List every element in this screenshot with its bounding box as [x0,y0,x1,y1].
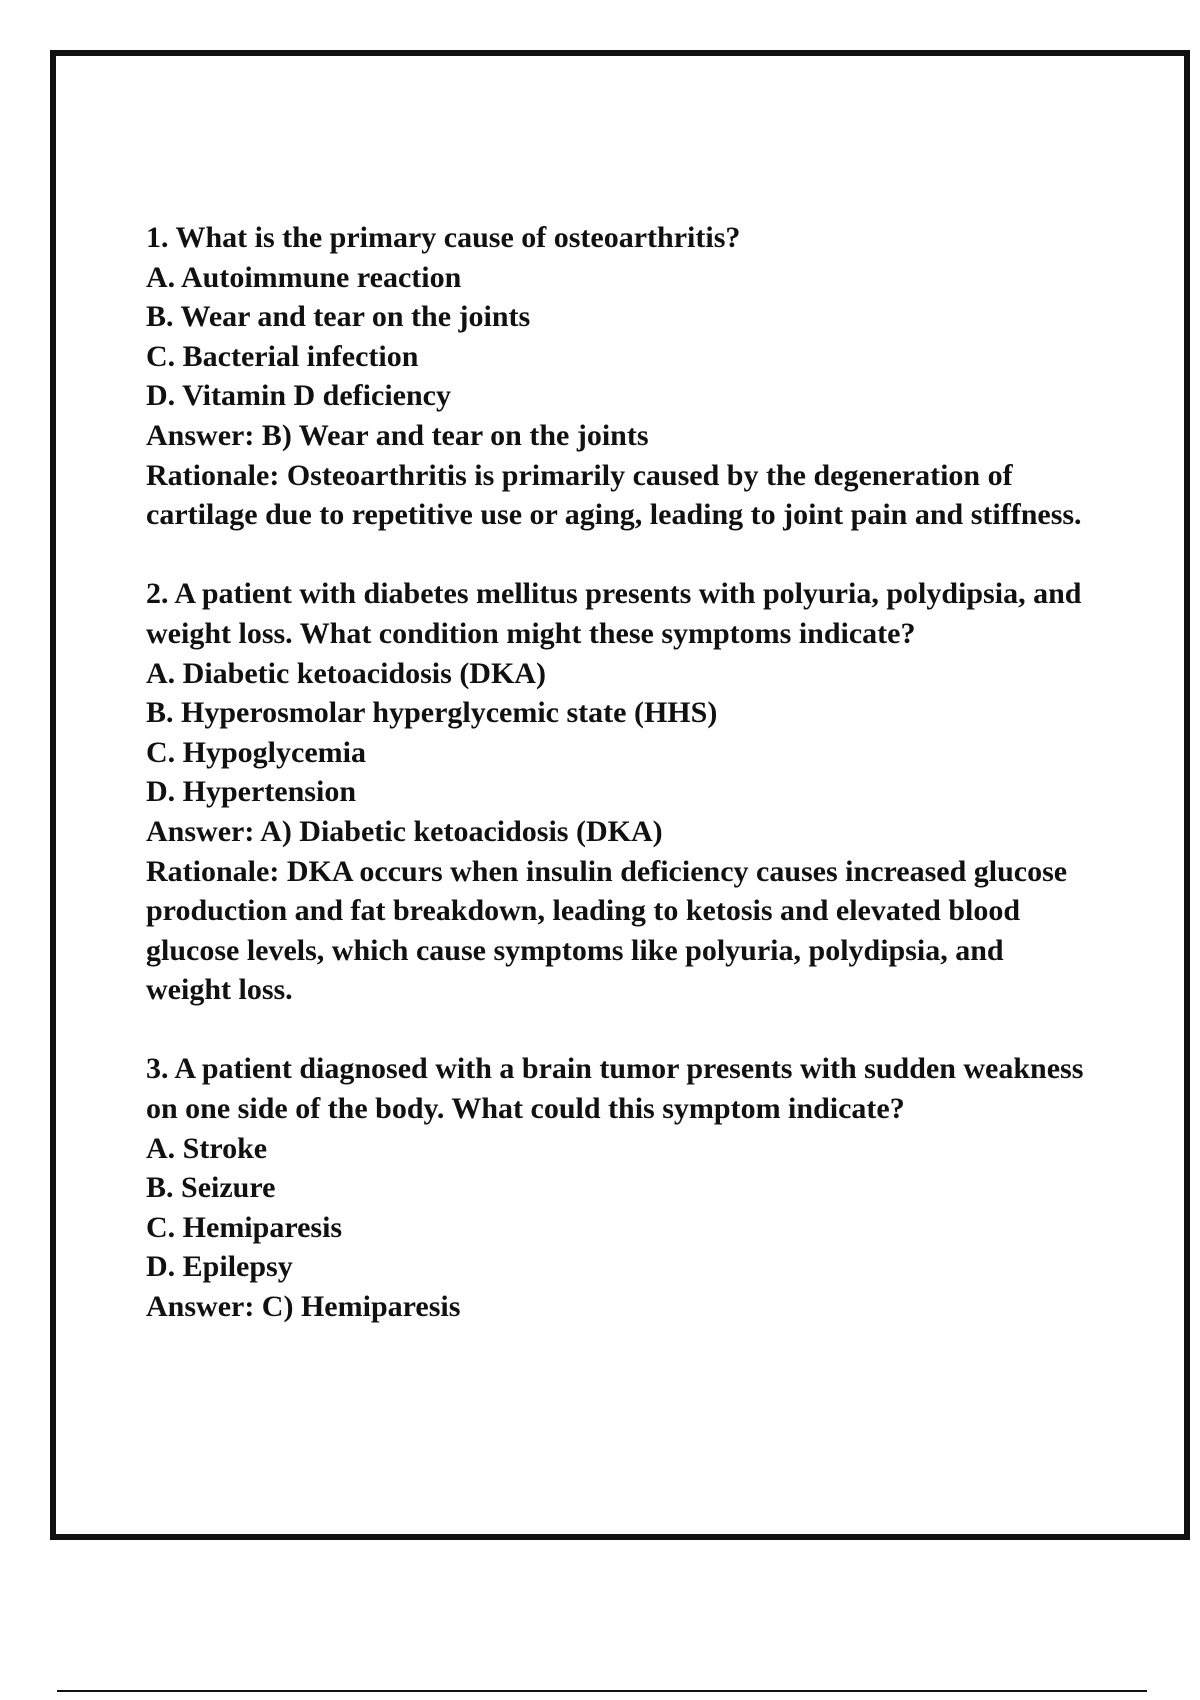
option-a: A. Stroke [146,1131,268,1165]
answer: Answer: B) Wear and tear on the joints [146,418,649,452]
question-1 [146,218,1086,535]
question-text: 3. A patient diagnosed with a brain tumor presents with sudden weakness on one side of the body. What could this symptom indicate? [146,1052,1084,1126]
option-c: C. Hypoglycemia [146,735,366,769]
rationale: Rationale: Osteoarthritis is primarily caused by the degeneration of cartilage due to repetitive use or aging, leading to joint pain and stiffness. [146,458,1082,532]
question-3 [146,1049,1086,1326]
option-d: D. Hypertension [146,775,356,809]
option-c: C. Hemiparesis [146,1210,343,1244]
option-a: A. Diabetic ketoacidosis (DKA) [146,656,546,690]
answer: Answer: C) Hemiparesis [146,1290,461,1324]
rationale: Rationale: DKA occurs when insulin deficiency causes increased glucose production and fat breakdown, leading to ketosis and elevated blood glucose levels, which cause symptoms like polyuria, polydipsia, and weight loss. [146,854,1068,1007]
answer: Answer: A) Diabetic ketoacidosis (DKA) [146,814,663,848]
option-b: B. Wear and tear on the joints [146,300,531,334]
option-a: A. Autoimmune reaction [146,260,462,294]
option-d: D. Vitamin D deficiency [146,379,451,413]
option-d: D. Epilepsy [146,1250,293,1284]
question-list [146,218,1086,1327]
question-text: 2. A patient with diabetes mellitus presents with polyuria, polydipsia, and weight loss. What condition might these symptoms indicate? [146,577,1082,650]
question-2 [146,574,1086,1010]
option-b: B. Hyperosmolar hyperglycemic state (HHS) [146,696,718,730]
question-text: 1. What is the primary cause of osteoarthritis? [146,221,741,254]
option-b: B. Seizure [146,1171,276,1205]
option-c: C. Bacterial infection [146,339,419,373]
bottom-divider [57,1690,1147,1692]
